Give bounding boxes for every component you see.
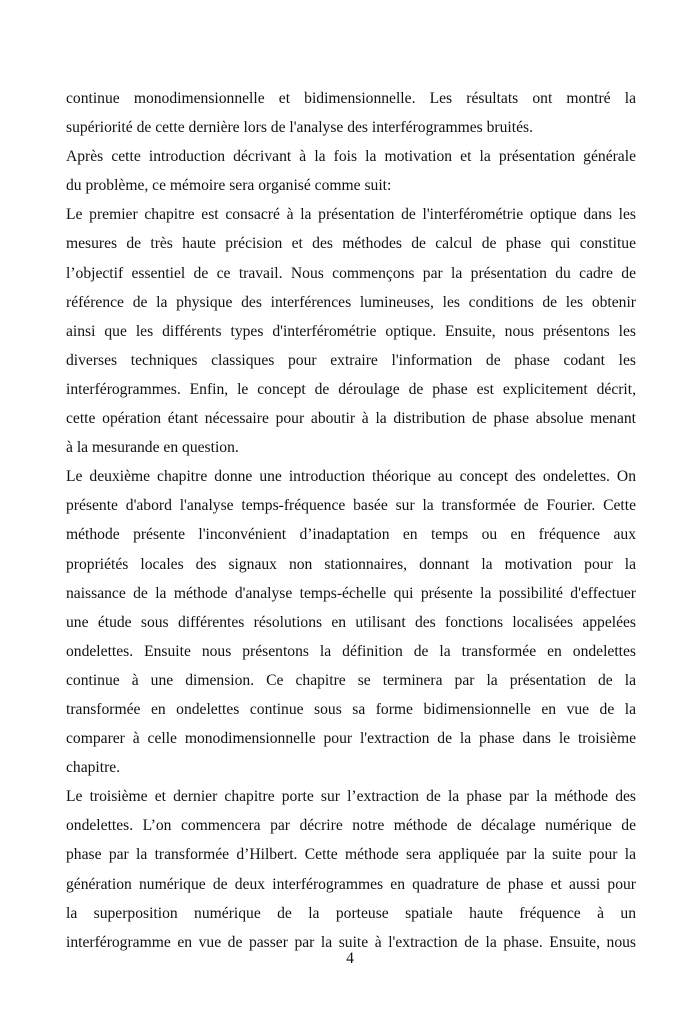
paragraph-3 (66, 200, 636, 462)
text-line: Après cette introduction décrivant à la fois la motivation et la présentation générale (66, 148, 636, 166)
text-line: supériorité de cette dernière lors de l'analyse des interférogrammes bruités. (66, 119, 533, 137)
text-line: Le deuxième chapitre donne une introduction théorique au concept des ondelettes. On (66, 468, 636, 486)
text-line: Le premier chapitre est consacré à la présentation de l'interférométrie optique dans les (66, 206, 636, 224)
text-line: continue monodimensionnelle et bidimensionnelle. Les résultats ont montré la (66, 90, 636, 107)
text-line: propriétés locales des signaux non stationnaires, donnant la motivation pour la (66, 555, 636, 573)
text-line: cette opération étant nécessaire pour aboutir à la distribution de phase absolue menant (66, 410, 636, 428)
text-line: ondelettes. Ensuite nous présentons la définition de la transformée en ondelettes (66, 642, 636, 660)
text-line: une étude sous différentes résolutions en utilisant des fonctions localisées appelées (66, 613, 636, 631)
text-line: naissance de la méthode d'analyse temps-échelle qui présente la possibilité d'effectuer (66, 584, 636, 602)
text-line: comparer à celle monodimensionnelle pour l'extraction de la phase dans le troisième (66, 730, 636, 748)
text-line: mesures de très haute précision et des méthodes de calcul de phase qui constitue (66, 235, 636, 253)
paragraph-2 (66, 142, 636, 200)
text-line: interférogrammes. Enfin, le concept de déroulage de phase est explicitement décrit, (66, 380, 636, 398)
text-line: interférogramme en vue de passer par la suite à l'extraction de la phase. Ensuite, nous (66, 933, 636, 951)
text-line: Le troisième et dernier chapitre porte sur l’extraction de la phase par la méthode des (66, 788, 636, 806)
text-line: chapitre. (66, 759, 121, 777)
paragraph-4 (66, 462, 636, 782)
text-line: ondelettes. L’on commencera par décrire notre méthode de décalage numérique de (66, 817, 636, 835)
text-line: l’objectif essentiel de ce travail. Nous commençons par la présentation du cadre de (66, 264, 636, 282)
paragraph-5 (66, 782, 636, 957)
text-line: continue à une dimension. Ce chapitre se terminera par la présentation de la (66, 671, 636, 689)
text-line: phase par la transformée d’Hilbert. Cette méthode sera appliquée par la suite pour la (66, 846, 636, 864)
text-line: méthode présente l'inconvénient d’inadaptation en temps ou en fréquence aux (66, 526, 636, 544)
text-line: du problème, ce mémoire sera organisé comme suit: (66, 177, 392, 195)
text-line: la superposition numérique de la porteuse spatiale haute fréquence à un (66, 904, 636, 922)
page-number: 4 (346, 950, 354, 967)
text-line: génération numérique de deux interférogrammes en quadrature de phase et aussi pour (66, 875, 636, 893)
text-line: à la mesurande en question. (66, 439, 239, 457)
paragraph-1 (66, 84, 636, 142)
text-line: transformée en ondelettes continue sous sa forme bidimensionnelle en vue de la (66, 700, 636, 718)
body-text (66, 84, 636, 957)
text-line: référence de la physique des interférences lumineuses, les conditions de les obtenir (66, 293, 636, 311)
text-line: diverses techniques classiques pour extraire l'information de phase codant les (66, 351, 636, 369)
text-line: présente d'abord l'analyse temps-fréquence basée sur la transformée de Fourier. Cette (66, 497, 636, 515)
text-line: ainsi que les différents types d'interférométrie optique. Ensuite, nous présentons les (66, 322, 636, 340)
